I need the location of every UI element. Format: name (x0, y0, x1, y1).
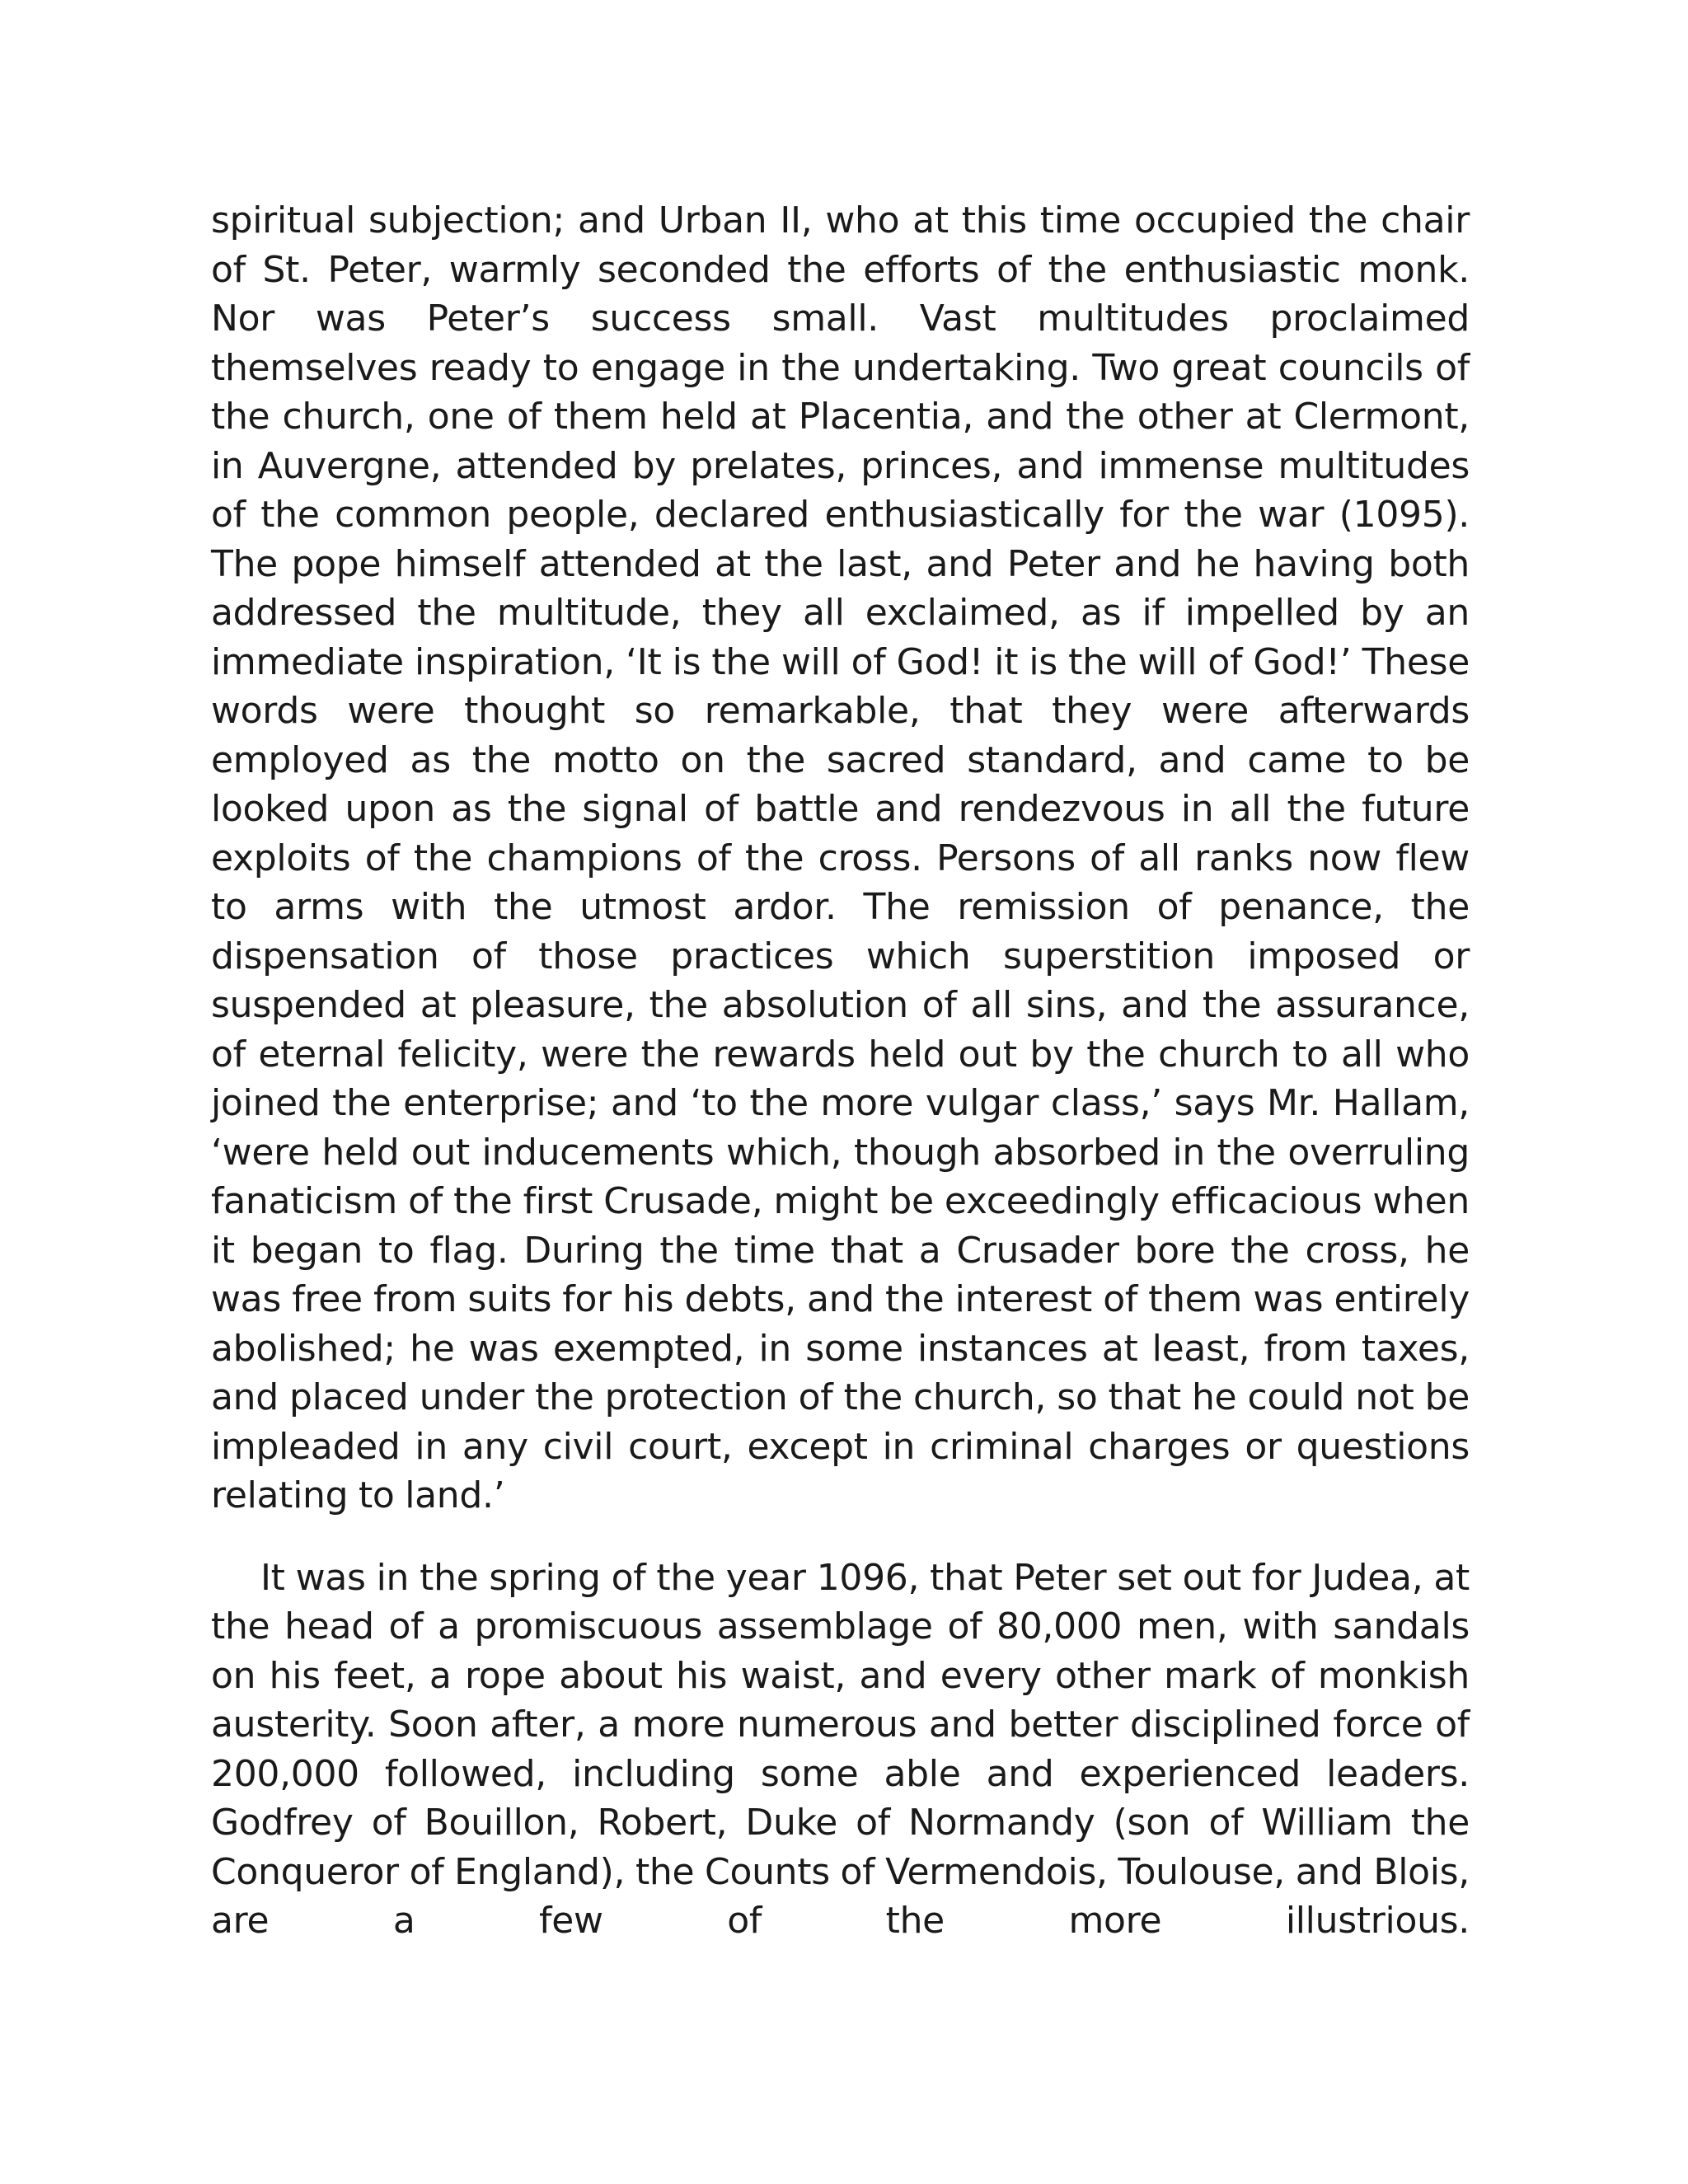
paragraph-1: spiritual subjection; and Urban II, who at this time occupied the chair of St. Peter, warmly seconded the efforts of the enthusiastic monk. Nor was Peter’s success small. Vast multitudes proclaimed themselves ready to engage in the undertaking. Two great councils of the church, one of them held at Placentia, and the other at Clermont, in Auvergne, attended by prelates, princes, and immense multitudes of the common people, declared enthusiastically for the war (1095). The pope himself attended at the last, and Peter and he having both addressed the multitude, they all exclaimed, as if impelled by an immediate inspiration, ‘It is the will of God! it is the will of God!’ These words were thought so remarkable, that they were afterwards employed as the motto on the sacred standard, and came to be looked upon as the signal of battle and rendezvous in all the future exploits of the champions of the cross. Persons of all ranks now flew to arms with the utmost ardor. The remission of penance, the dispensation of those practices which superstition imposed or suspended at pleasure, the absolution of all sins, and the assurance, of eternal felicity, were the rewards held out by the church to all who joined the enterprise; and ‘to the more vulgar class,’ says Mr. Hallam, ‘were held out inducements which, though absorbed in the overruling fanaticism of the first Crusade, might be exceedingly efficacious when it began to flag. During the time that a Crusader bore the cross, he was free from suits for his debts, and the interest of them was entirely abolished; he was exempted, in some instances at least, from taxes, and placed under the protection of the church, so that he could not be impleaded in any civil court, except in criminal charges or questions relating to land.’ (211, 199, 1470, 1516)
paragraph-2: It was in the spring of the year 1096, that Peter set out for Judea, at the head of a promiscuous assemblage of 80,000 men, with sandals on his feet, a rope about his waist, and every other mark of monkish austerity. Soon after, a more numerous and better disciplined force of 200,000 followed, including some able and experienced leaders. Godfrey of Bouillon, Robert, Duke of Normandy (son of William the Conqueror of England), the Counts of Vermendois, Toulouse, and Blois, are a few of the more illustrious. (211, 1556, 1470, 1942)
body-text (211, 196, 1470, 1946)
